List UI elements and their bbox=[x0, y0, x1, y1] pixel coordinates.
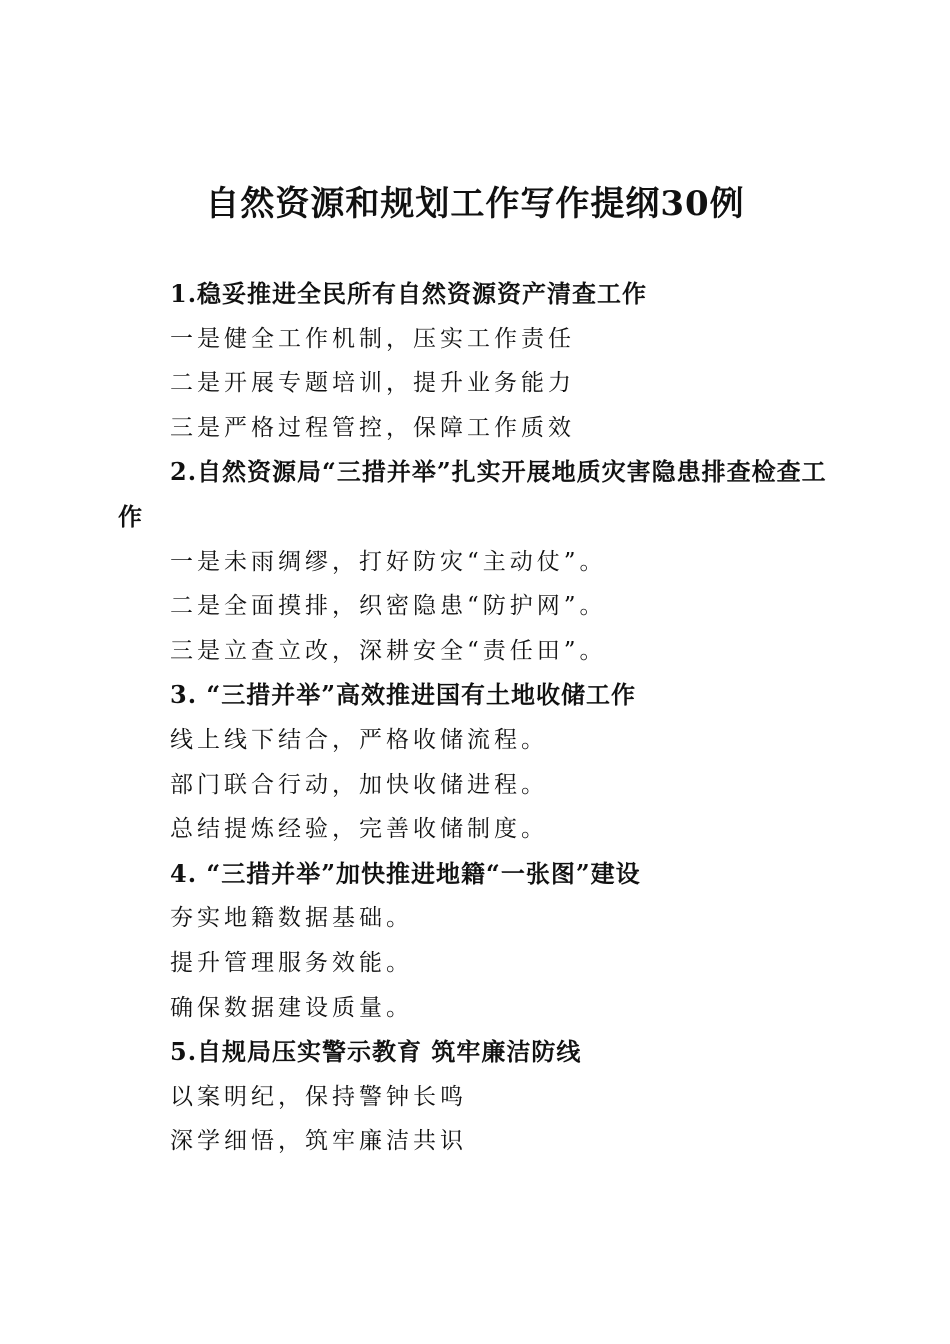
section-item: 三是立查立改，深耕安全“责任田”。 bbox=[170, 637, 607, 664]
section-heading: 1.稳妥推进全民所有自然资源资产清查工作 bbox=[170, 279, 648, 308]
section-item: 确保数据建设质量。 bbox=[170, 994, 413, 1021]
section-item: 深学细悟，筑牢廉洁共识 bbox=[170, 1128, 467, 1155]
section-item: 二是开展专题培训，提升业务能力 bbox=[170, 370, 575, 397]
section-item: 线上线下结合，严格收储流程。 bbox=[170, 726, 548, 753]
section-item: 三是严格过程管控，保障工作质效 bbox=[170, 414, 575, 441]
section-heading: 4. “三措并举”加快推进地籍“一张图”建设 bbox=[170, 858, 641, 888]
section-item: 总结提炼经验，完善收储制度。 bbox=[170, 816, 548, 843]
section-item: 一是未雨绸缪，打好防灾“主动仗”。 bbox=[170, 548, 607, 575]
section-item: 夯实地籍数据基础。 bbox=[170, 905, 413, 932]
section-heading: 3. “三措并举”高效推进国有土地收储工作 bbox=[170, 680, 637, 710]
section-item: 二是全面摸排，织密隐患“防护网”。 bbox=[170, 593, 607, 620]
document-title: 自然资源和规划工作写作提纲30例 bbox=[205, 184, 745, 224]
section-item: 以案明纪，保持警钟长鸣 bbox=[170, 1083, 467, 1110]
section-heading: 5.自规局压实警示教育 筑牢廉洁防线 bbox=[170, 1037, 582, 1067]
document-body bbox=[118, 272, 828, 1164]
section-item: 一是健全工作机制，压实工作责任 bbox=[170, 325, 575, 352]
section-heading: 2.自然资源局“三措并举”扎实开展地质灾害隐患排查检查工作 bbox=[118, 457, 827, 531]
section-item: 提升管理服务效能。 bbox=[170, 949, 413, 976]
section-item: 部门联合行动，加快收储进程。 bbox=[170, 771, 548, 798]
